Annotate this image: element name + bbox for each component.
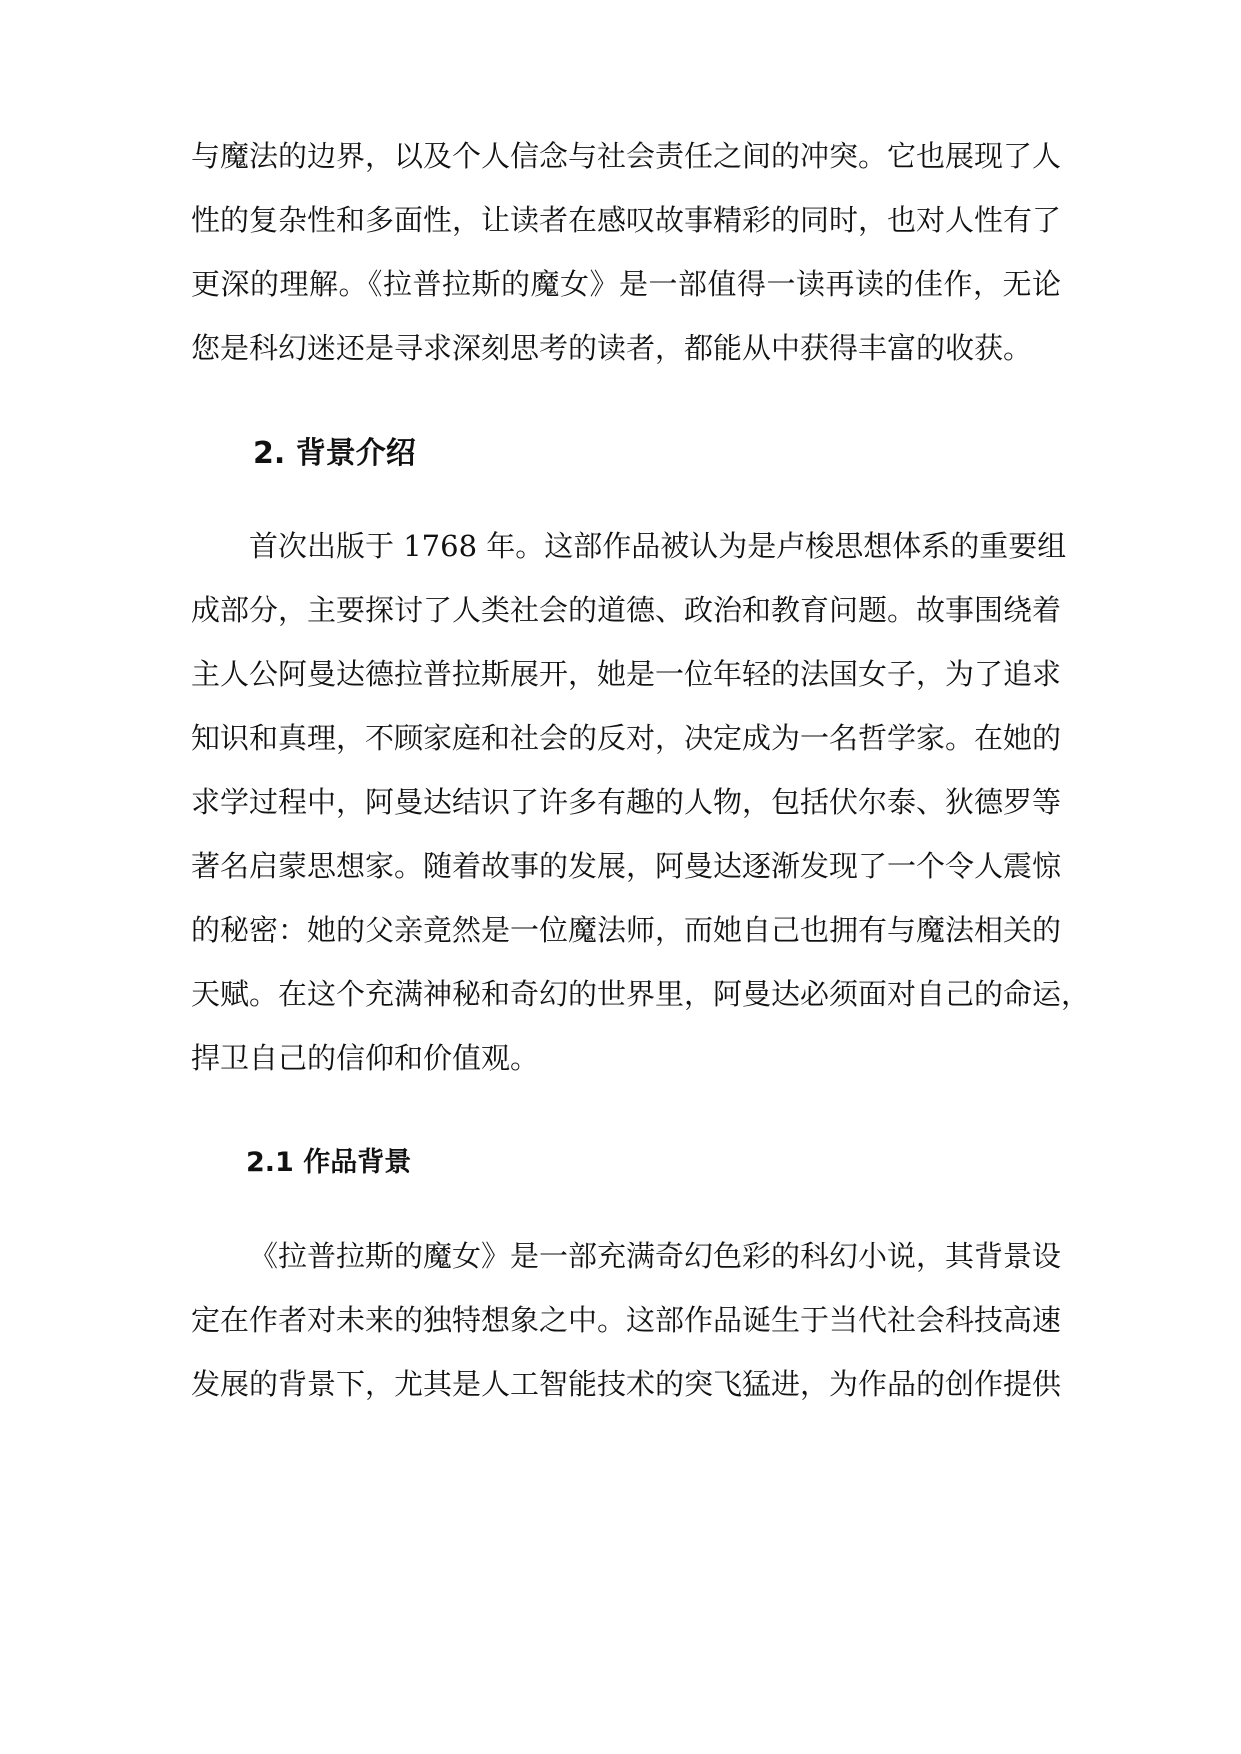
paragraph-line: 求学过程中，阿曼达结识了许多有趣的人物，包括伏尔泰、狄德罗等 (191, 785, 1062, 819)
paragraph-line: 著名启蒙思想家。随着故事的发展，阿曼达逐渐发现了一个令人震惊 (191, 849, 1062, 883)
paragraph-line: 主人公阿曼达德拉普拉斯展开，她是一位年轻的法国女子，为了追求 (191, 657, 1062, 691)
paragraph-line: 定在作者对未来的独特想象之中。这部作品诞生于当代社会科技高速 (191, 1303, 1062, 1337)
section-heading: 2. 背景介绍 (253, 436, 416, 471)
paragraph-line: 发展的背景下，尤其是人工智能技术的突飞猛进，为作品的创作提供 (191, 1367, 1062, 1401)
paragraph-line: 天赋。在这个充满神秘和奇幻的世界里，阿曼达必须面对自己的命运， (191, 977, 1091, 1011)
paragraph-line: 的秘密：她的父亲竟然是一位魔法师，而她自己也拥有与魔法相关的 (191, 913, 1062, 947)
paragraph-line: 知识和真理，不顾家庭和社会的反对，决定成为一名哲学家。在她的 (191, 721, 1062, 755)
paragraph-line: 与魔法的边界，以及个人信念与社会责任之间的冲突。它也展现了人 (191, 139, 1062, 173)
paragraph-line: 捍卫自己的信仰和价值观。 (191, 1041, 540, 1075)
paragraph-line: 《拉普拉斯的魔女》是一部充满奇幻色彩的科幻小说，其背景设 (249, 1239, 1062, 1273)
subsection-heading: 2.1 作品背景 (246, 1147, 412, 1178)
paragraph-line: 您是科幻迷还是寻求深刻思考的读者，都能从中获得丰富的收获。 (191, 331, 1033, 365)
paragraph-line: 性的复杂性和多面性，让读者在感叹故事精彩的同时，也对人性有了 (191, 203, 1062, 237)
paragraph-line: 成部分，主要探讨了人类社会的道德、政治和教育问题。故事围绕着 (191, 593, 1062, 627)
paragraph-line: 首次出版于 1768 年。这部作品被认为是卢梭思想体系的重要组 (249, 529, 1067, 563)
paragraph-line: 更深的理解。《拉普拉斯的魔女》是一部值得一读再读的佳作，无论 (191, 267, 1061, 301)
